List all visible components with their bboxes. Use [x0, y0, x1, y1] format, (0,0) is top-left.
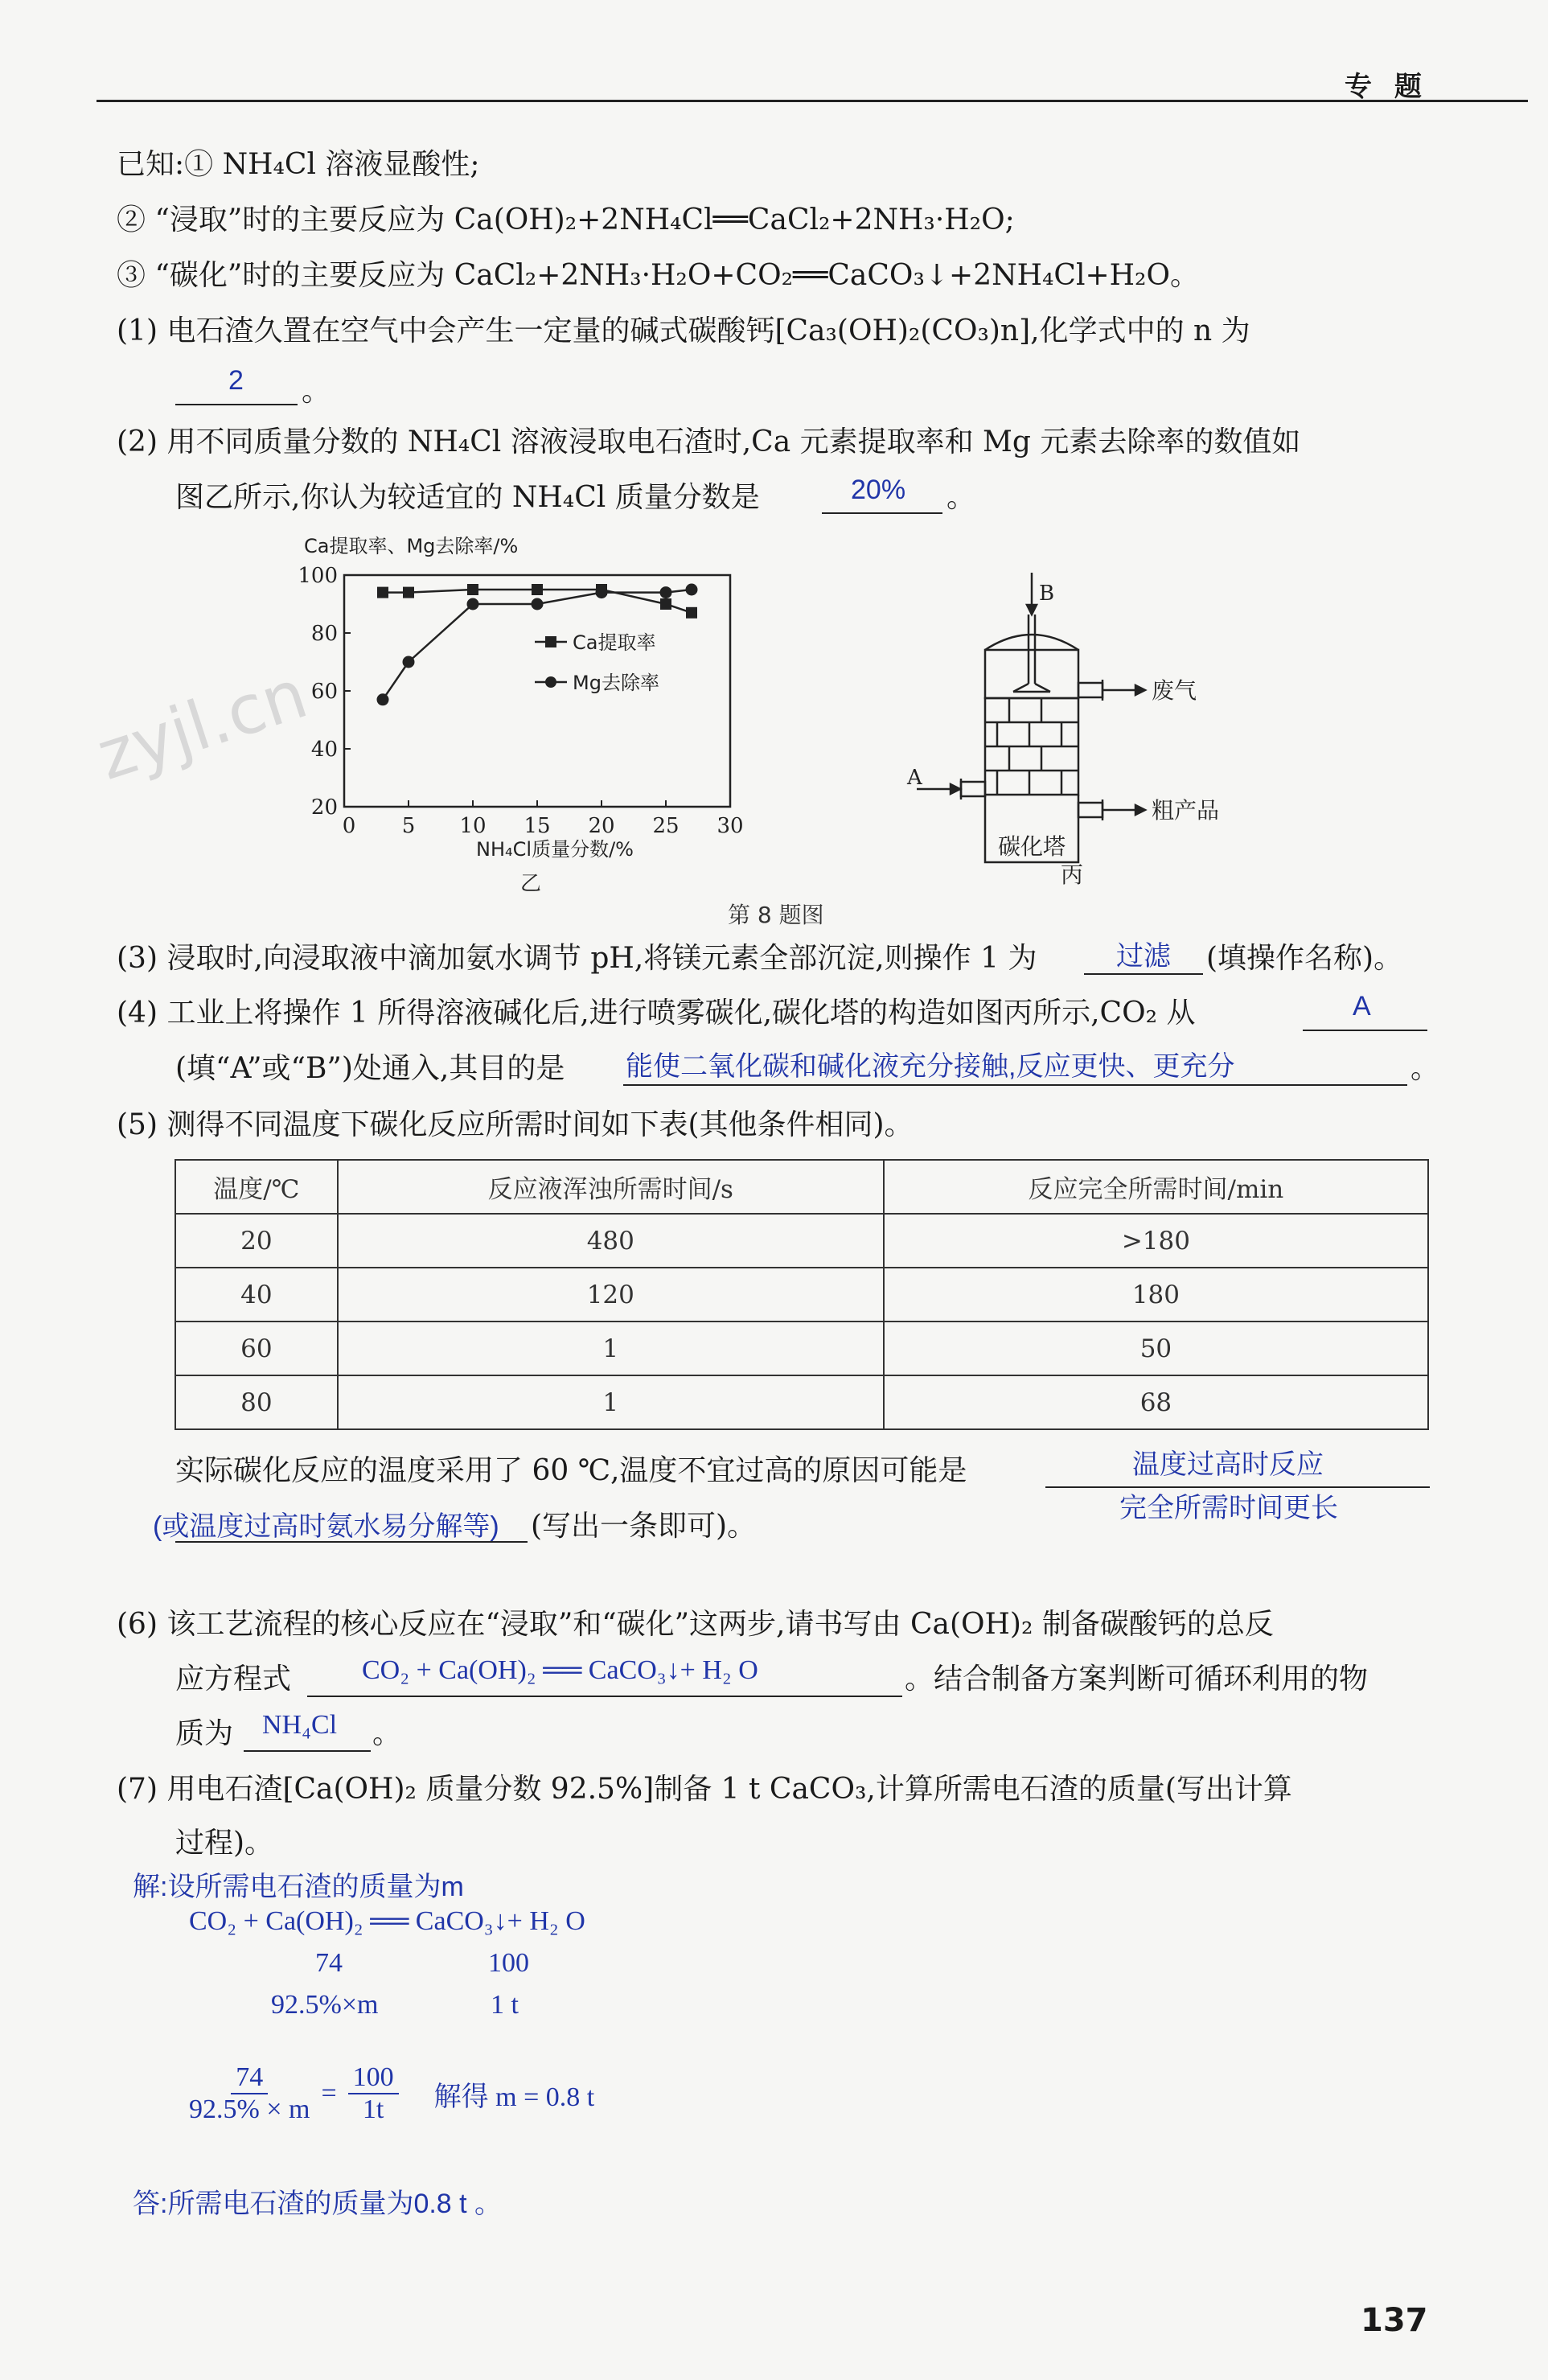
q7-solution-equation: CO₂ + Ca(OH)₂ ══ CaCO₃↓+ H₂ O [189, 1906, 585, 1936]
q1-blank [175, 404, 298, 405]
q5-after-1: 实际碳化反应的温度采用了 60 ℃,温度不宜过高的原因可能是 [175, 1454, 967, 1487]
table-header: 反应完全所需时间/min [884, 1160, 1428, 1214]
q5-answer-line-3: (或温度过高时氨水易分解等) [153, 1511, 499, 1542]
q2-tail: 。 [946, 481, 976, 514]
q7-molar-mass-1: 74 [315, 1948, 343, 1978]
q6-text-2a: 应方程式 [175, 1663, 292, 1696]
y-tick-label: 40 [310, 738, 338, 762]
figure-caption: 第 8 题图 [728, 902, 824, 928]
chart-xlabel: NH₄Cl质量分数/% [476, 838, 634, 861]
q7-final-answer: 答:所需电石渣的质量为0.8 t 。 [133, 2189, 503, 2219]
ca-point [660, 598, 671, 610]
known-line-1: 已知:① NH₄Cl 溶液显酸性; [117, 148, 480, 181]
q6-answer-substance: NH₄Cl [262, 1710, 338, 1740]
q4-answer-2: 能使二氧化碳和碱化液充分接触,反应更快、更充分 [626, 1051, 1235, 1082]
q3-text: (3) 浸取时,向浸取液中滴加氨水调节 pH,将镁元素全部沉淀,则操作 1 为 [117, 942, 1037, 975]
legend-mg: Mg去除率 [573, 672, 659, 694]
label-exhaust: 废气 [1152, 677, 1197, 704]
temperature-table [175, 1159, 1429, 1430]
y-tick-label: 100 [298, 564, 338, 588]
table-row: 80 1 68 [175, 1375, 1428, 1429]
mg-point [660, 586, 672, 598]
q7-value-2: 1 t [491, 1990, 519, 2020]
ca-point [467, 584, 478, 595]
q7-text-2: 过程)。 [175, 1827, 274, 1860]
q3-tail: (填操作名称)。 [1206, 942, 1403, 975]
q5-answer-line-2: 完全所需时间更长 [1119, 1493, 1338, 1523]
q2-blank [822, 512, 942, 514]
q1-answer: 2 [228, 365, 244, 396]
q5-text: (5) 测得不同温度下碳化反应所需时间如下表(其他条件相同)。 [117, 1108, 914, 1141]
label-caption-bing: 丙 [1060, 861, 1084, 888]
label-tower: 碳化塔 [997, 833, 1066, 860]
q3-answer: 过滤 [1116, 941, 1171, 972]
ca-point [403, 587, 414, 598]
ca-point [377, 587, 388, 598]
table-header-row [175, 1160, 1428, 1214]
q2-answer: 20% [851, 475, 906, 505]
x-tick-label: 25 [652, 814, 680, 838]
mg-point [686, 584, 698, 596]
known-line-2: ② “浸取”时的主要反应为 Ca(OH)₂+2NH₄Cl══CaCl₂+2NH₃·H₂O; [117, 203, 1015, 236]
y-tick-label: 20 [310, 795, 338, 820]
q4-blank-2 [623, 1084, 1407, 1086]
q7-solution-intro: 解:设所需电石渣的质量为m [133, 1872, 464, 1902]
q7-molar-mass-2: 100 [488, 1948, 529, 1978]
q6-text-3b: 。 [372, 1717, 402, 1750]
mg-point [596, 586, 608, 598]
q2-text-1: (2) 用不同质量分数的 NH₄Cl 溶液浸取电石渣时,Ca 元素提取率和 Mg 元素去除率的数值如 [117, 425, 1301, 458]
q6-text-2b: 。结合制备方案判断可循环利用的物 [905, 1663, 1369, 1696]
mg-point [403, 656, 415, 668]
ca-point [532, 584, 543, 595]
q3-blank [1084, 973, 1203, 975]
mg-point [532, 598, 544, 610]
table-header: 温度/℃ [175, 1160, 338, 1214]
q2-text-2: 图乙所示,你认为较适宜的 NH₄Cl 质量分数是 [175, 481, 760, 514]
carbonation-tower-diagram [885, 563, 1287, 901]
q7-value-1: 92.5%×m [271, 1990, 379, 2020]
chart-caption: 乙 [519, 872, 542, 896]
mg-point [377, 693, 389, 705]
q5-blank-2 [175, 1541, 528, 1543]
q4-text-1: (4) 工业上将操作 1 所得溶液碱化后,进行喷雾碳化,碳化塔的构造如图丙所示,CO₂ 从 [117, 997, 1196, 1030]
table-row: 60 1 50 [175, 1322, 1428, 1375]
q5-after-2: (写出一条即可)。 [531, 1510, 757, 1543]
legend-square-marker [545, 636, 556, 647]
table-row: 20 480 >180 [175, 1214, 1428, 1268]
q6-text-1: (6) 该工艺流程的核心反应在“浸取”和“碳化”这两步,请书写由 Ca(OH)₂ 制备碳酸钙的总反 [117, 1608, 1274, 1641]
q6-answer-equation: CO₂ + Ca(OH)₂ ══ CaCO₃↓+ H₂ O [362, 1655, 758, 1685]
fraction-left: $\frac{74}{92.5\% \times m}$ [189, 2062, 310, 2124]
x-tick-label: 15 [524, 814, 551, 838]
q4-blank-1 [1303, 1030, 1427, 1031]
q7-proportion: $\frac{74}{92.5\% \times m}$ = $\frac{100}{1t}$ 解得 m = 0.8 t [189, 2062, 595, 2124]
fraction-right: $\frac{100}{1t}$ [348, 2062, 399, 2125]
chart-yi [289, 527, 772, 897]
label-product: 粗产品 [1152, 797, 1220, 824]
watermark: zyjl.cn [88, 654, 317, 795]
y-tick-label: 80 [310, 622, 338, 646]
table-row: 40 120 180 [175, 1268, 1428, 1322]
x-tick-label: 0 [342, 814, 356, 838]
q4-tail: 。 [1410, 1052, 1440, 1085]
q6-text-3a: 质为 [175, 1717, 234, 1750]
x-tick-label: 10 [459, 814, 487, 838]
section-title: 专 题 [1345, 71, 1428, 103]
label-a: A [907, 766, 922, 790]
legend-circle-marker [545, 676, 556, 688]
y-tick-label: 60 [310, 680, 338, 704]
q7-text-1: (7) 用电石渣[Ca(OH)₂ 质量分数 92.5%]制备 1 t CaCO₃,计算所需电石渣的质量(写出计算 [117, 1773, 1292, 1806]
legend-ca: Ca提取率 [573, 631, 656, 654]
page-number: 137 [1361, 2302, 1428, 2339]
q4-text-2: (填“A”或“B”)处通入,其目的是 [175, 1052, 565, 1085]
known-line-3: ③ “碳化”时的主要反应为 CaCl₂+2NH₃·H₂O+CO₂══CaCO₃↓+2NH₄Cl+H₂O。 [117, 259, 1199, 292]
q5-answer-line-1: 温度过高时反应 [1132, 1449, 1324, 1480]
q7-result: 解得 m = 0.8 t [433, 2082, 595, 2112]
ca-point [686, 607, 697, 619]
tower-dome [985, 635, 1078, 650]
mg-point [467, 598, 479, 610]
table-header: 反应液浑浊所需时间/s [338, 1160, 884, 1214]
q4-answer-1: A [1353, 991, 1371, 1021]
x-tick-label: 5 [401, 814, 416, 838]
x-tick-label: 20 [588, 814, 615, 838]
label-b: B [1039, 582, 1055, 606]
chart-ylabel: Ca提取率、Mg去除率/% [304, 535, 519, 557]
q1-text: (1) 电石渣久置在空气中会产生一定量的碱式碳酸钙[Ca₃(OH)₂(CO₃)n],化学式中的 n 为 [117, 314, 1250, 347]
header-rule [96, 100, 1528, 102]
x-tick-label: 30 [717, 814, 744, 838]
q1-tail: 。 [302, 375, 331, 408]
q6-blank-2 [244, 1750, 371, 1752]
q6-blank-1 [307, 1696, 902, 1697]
